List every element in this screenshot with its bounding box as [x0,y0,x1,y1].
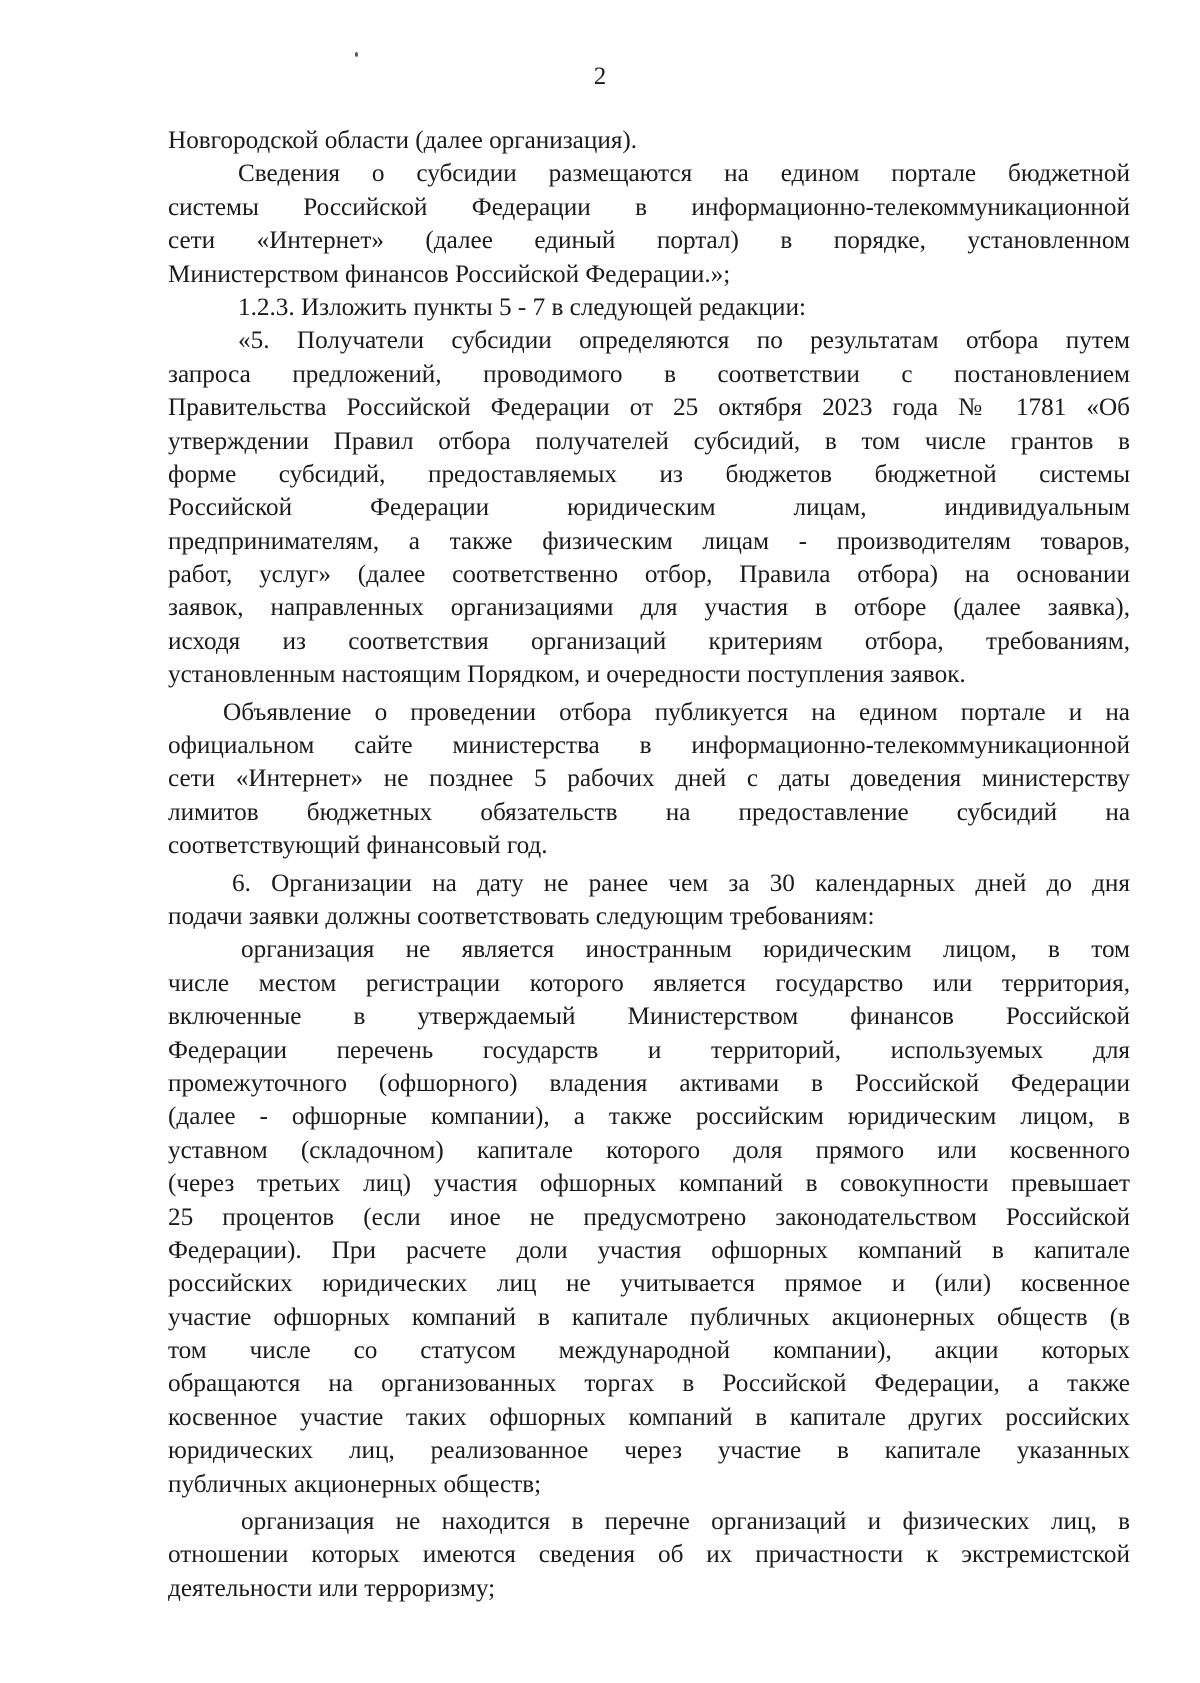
text-line: Федерации перечень государств и территорий, используемых для [168,1036,1130,1064]
text-line: Сведения о субсидии размещаются на едином портале бюджетной [238,160,1130,188]
text-line: (далее - офшорные компании), а также российским юридическим лицом, в [168,1103,1130,1131]
text-line: Министерством финансов Российской Федерации.»; [168,260,731,288]
text-line: установленным настоящим Порядком, и очередности поступления заявок. [168,661,966,689]
text-line: системы Российской Федерации в информационно-телекоммуникационной [168,193,1130,221]
text-line: форме субсидий, предоставляемых из бюджетов бюджетной системы [168,460,1130,488]
text-line: соответствующий финансовый год. [168,832,548,860]
text-line: сети «Интернет» не позднее 5 рабочих дней с даты доведения министерству [168,765,1130,793]
text-line: организация не находится в перечне организаций и физических лиц, в [241,1508,1130,1536]
text-line: предпринимателям, а также физическим лицам - производителям товаров, [168,527,1130,555]
text-line: работ, услуг» (далее соответственно отбор, Правила отбора) на основании [168,561,1130,589]
text-line: (через третьих лиц) участия офшорных компаний в совокупности превышает [168,1170,1130,1198]
text-line: уставном (складочном) капитале которого доля прямого или косвенного [168,1136,1130,1164]
text-line: Правительства Российской Федерации от 25 октября 2023 года № 1781 «Об [168,394,1130,422]
text-line: включенные в утверждаемый Министерством финансов Российской [168,1003,1130,1031]
text-line: публичных акционерных обществ; [168,1470,542,1498]
text-line: участие офшорных компаний в капитале публичных акционерных обществ (в [168,1303,1130,1331]
document-body [168,124,1130,1605]
text-line: лимитов бюджетных обязательств на предоставление субсидий на [168,798,1130,826]
text-line: числе местом регистрации которого является государство или территория, [168,969,1130,997]
text-line: заявок, направленных организациями для участия в отборе (далее заявка), [168,594,1130,622]
text-line: том числе со статусом международной компании), акции которых [168,1337,1130,1365]
text-line: подачи заявки должны соответствовать следующим требованиям: [168,902,875,930]
text-line: 6. Организации на дату не ранее чем за 30 календарных дней до дня [232,869,1130,897]
text-line: промежуточного (офшорного) владения активами в Российской Федерации [168,1069,1130,1097]
text-line: «5. Получатели субсидии определяются по результатам отбора путем [238,327,1130,355]
text-line: отношении которых имеются сведения об их причастности к экстремистской [168,1541,1130,1569]
page-number: 2 [593,63,607,90]
text-line: Объявление о проведении отбора публикуется на едином портале и на [223,698,1130,726]
text-line: Новгородской области (далее организация). [168,127,638,154]
text-line: Федерации). При расчете доли участия офшорных компаний в капитале [168,1236,1130,1264]
text-line: деятельности или терроризму; [168,1574,496,1602]
text-line: юридических лиц, реализованное через участие в капитале указанных [168,1437,1130,1465]
text-line: исходя из соответствия организаций критериям отбора, требованиям, [168,627,1130,655]
scan-speck [355,52,358,57]
text-line: косвенное участие таких офшорных компаний в капитале других российских [168,1403,1130,1431]
text-line: российских юридических лиц не учитывается прямое и (или) косвенное [168,1270,1130,1298]
text-line: сети «Интернет» (далее единый портал) в порядке, установленном [168,227,1130,255]
text-line: утверждении Правил отбора получателей субсидий, в том числе грантов в [168,427,1130,455]
text-line: 25 процентов (если иное не предусмотрено законодательством Российской [168,1203,1130,1231]
text-line: Российской Федерации юридическим лицам, индивидуальным [168,494,1130,522]
text-line: официальном сайте министерства в информационно-телекоммуникационной [168,732,1130,760]
text-line: запроса предложений, проводимого в соответствии с постановлением [168,360,1130,388]
text-line: обращаются на организованных торгах в Российской Федерации, а также [168,1370,1130,1398]
text-line: 1.2.3. Изложить пункты 5 - 7 в следующей редакции: [238,293,806,321]
text-line: организация не является иностранным юридическим лицом, в том [241,936,1130,964]
